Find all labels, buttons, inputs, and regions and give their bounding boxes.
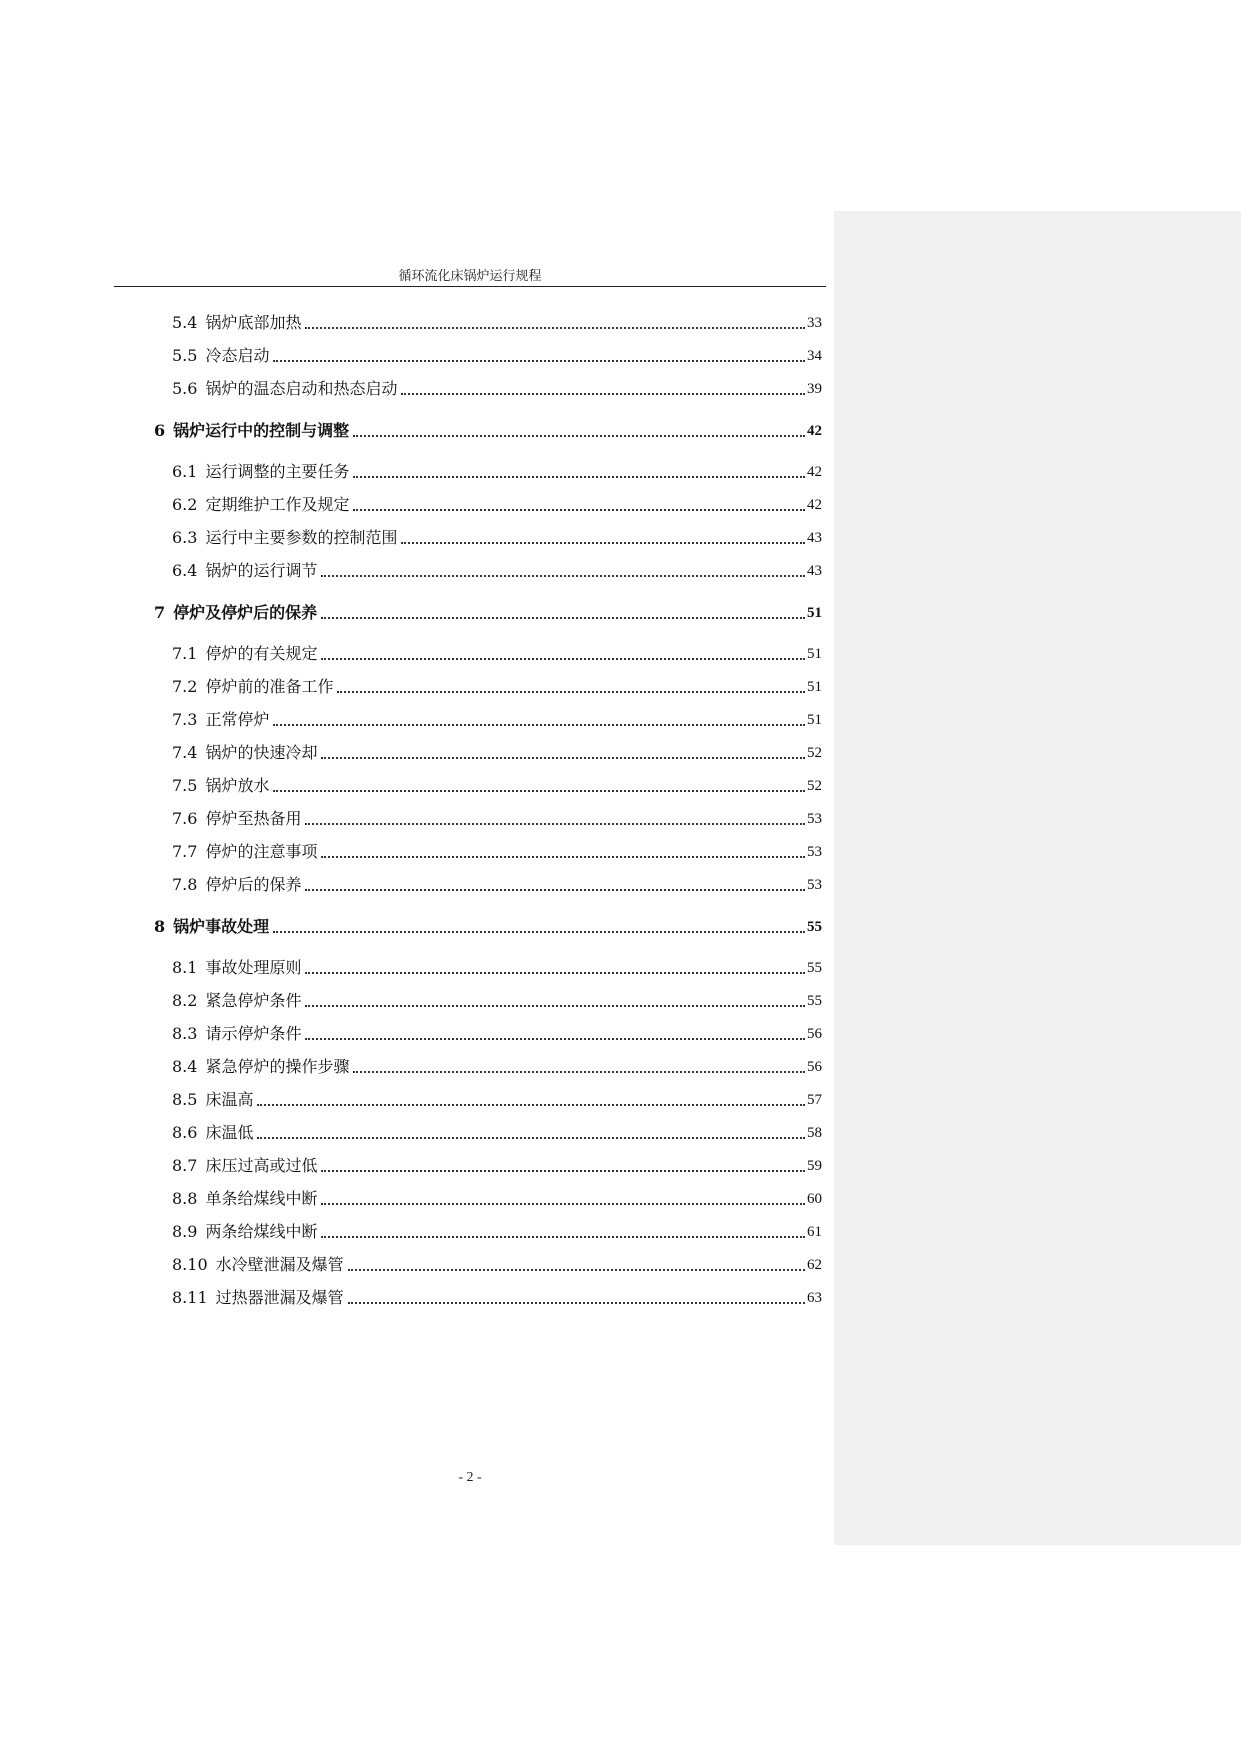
- toc-entry-title: 锅炉运行中的控制与调整: [173, 421, 350, 440]
- toc-entry-page: 42: [807, 497, 822, 513]
- toc-entry-page: 51: [807, 646, 822, 662]
- toc-entry-number: 8.4: [172, 1057, 198, 1076]
- dot-leader: [305, 972, 805, 974]
- toc-entry-number: 6.4: [172, 561, 198, 580]
- toc-entry-label: [172, 1189, 317, 1209]
- toc-section-entry[interactable]: [150, 1282, 822, 1308]
- toc-section-entry[interactable]: [150, 373, 822, 399]
- toc-section-entry[interactable]: [150, 456, 822, 482]
- toc-chapter-entry[interactable]: [150, 597, 822, 623]
- toc-entry-label: [172, 809, 301, 829]
- toc-entry-title: 停炉的注意事项: [205, 842, 318, 861]
- dot-leader: [321, 1170, 805, 1172]
- dot-leader: [273, 724, 805, 726]
- toc-entry-number: 7.4: [172, 743, 198, 762]
- toc-entry-page: 51: [807, 712, 822, 728]
- toc-entry-title: 正常停炉: [205, 710, 270, 729]
- dot-leader: [321, 658, 805, 660]
- toc-entry-page: 62: [807, 1257, 822, 1273]
- toc-entry-number: 7.6: [172, 809, 198, 828]
- toc-chapter-entry[interactable]: [150, 911, 822, 937]
- toc-section-entry[interactable]: [150, 1183, 822, 1209]
- toc-entry-label: [172, 875, 301, 895]
- toc-entry-page: 52: [807, 745, 822, 761]
- toc-entry-number: 8.9: [172, 1222, 198, 1241]
- toc-entry-number: 7: [154, 603, 166, 622]
- running-header-title: 循环流化床锅炉运行规程: [398, 269, 542, 284]
- toc-entry-number: 8.7: [172, 1156, 198, 1175]
- toc-entry-page: 43: [807, 530, 822, 546]
- toc-section-entry[interactable]: [150, 489, 822, 515]
- toc-entry-number: 7.5: [172, 776, 198, 795]
- toc-section-entry[interactable]: [150, 1018, 822, 1044]
- dot-leader: [305, 1038, 805, 1040]
- toc-entry-page: 60: [807, 1191, 822, 1207]
- toc-entry-label: [154, 603, 317, 623]
- toc-entry-title: 运行中主要参数的控制范围: [205, 528, 398, 547]
- toc-section-entry[interactable]: [150, 1084, 822, 1110]
- toc-section-entry[interactable]: [150, 1117, 822, 1143]
- toc-section-entry[interactable]: [150, 307, 822, 333]
- toc-entry-label: [172, 561, 317, 581]
- toc-entry-number: 7.1: [172, 644, 198, 663]
- toc-entry-number: 5.5: [172, 346, 198, 365]
- toc-entry-number: 6: [154, 421, 166, 440]
- dot-leader: [321, 856, 805, 858]
- toc-entry-title: 停炉前的准备工作: [205, 677, 334, 696]
- toc-section-entry[interactable]: [150, 985, 822, 1011]
- toc-entry-label: [172, 1123, 253, 1143]
- dot-leader: [321, 757, 805, 759]
- dot-leader: [321, 575, 805, 577]
- toc-entry-title: 锅炉底部加热: [205, 313, 302, 332]
- toc-entry-number: 6.3: [172, 528, 198, 547]
- toc-entry-title: 停炉的有关规定: [205, 644, 318, 663]
- toc-entry-page: 58: [807, 1125, 822, 1141]
- toc-entry-label: [172, 495, 349, 515]
- dot-leader: [257, 1104, 805, 1106]
- toc-entry-label: [172, 1156, 317, 1176]
- toc-entry-number: 8: [154, 917, 166, 936]
- toc-entry-number: 8.1: [172, 958, 198, 977]
- toc-entry-page: 63: [807, 1290, 822, 1306]
- toc-entry-title: 紧急停炉条件: [205, 991, 302, 1010]
- toc-section-entry[interactable]: [150, 704, 822, 730]
- dot-leader: [273, 360, 805, 362]
- toc-entry-label: [172, 313, 301, 333]
- toc-entry-page: 39: [807, 381, 822, 397]
- toc-entry-title: 锅炉的温态启动和热态启动: [205, 379, 398, 398]
- comment-pane: [834, 211, 1241, 1545]
- toc-entry-title: 床温高: [205, 1090, 254, 1109]
- toc-entry-label: [154, 917, 269, 937]
- toc-entry-page: 53: [807, 811, 822, 827]
- page-number: - 2 -: [458, 1470, 482, 1485]
- dot-leader: [348, 1269, 805, 1271]
- toc-entry-label: [154, 421, 349, 441]
- dot-leader: [353, 435, 805, 437]
- toc-entry-page: 55: [807, 993, 822, 1009]
- toc-section-entry[interactable]: [150, 555, 822, 581]
- toc-entry-number: 5.6: [172, 379, 198, 398]
- toc-entry-title: 停炉至热备用: [205, 809, 302, 828]
- toc-entry-title: 单条给煤线中断: [205, 1189, 318, 1208]
- toc-entry-title: 停炉后的保养: [205, 875, 302, 894]
- toc-entry-page: 56: [807, 1026, 822, 1042]
- toc-entry-page: 57: [807, 1092, 822, 1108]
- toc-entry-title: 两条给煤线中断: [205, 1222, 318, 1241]
- toc-entry-title: 过热器泄漏及爆管: [215, 1288, 344, 1307]
- toc-section-entry[interactable]: [150, 803, 822, 829]
- toc-entry-number: 8.5: [172, 1090, 198, 1109]
- toc-entry-label: [172, 1255, 344, 1275]
- toc-entry-label: [172, 346, 269, 366]
- toc-entry-page: 42: [807, 464, 822, 480]
- dot-leader: [257, 1137, 805, 1139]
- toc-entry-page: 61: [807, 1224, 822, 1240]
- toc-entry-title: 定期维护工作及规定: [205, 495, 350, 514]
- toc-entry-page: 53: [807, 844, 822, 860]
- dot-leader: [305, 889, 805, 891]
- toc-entry-page: 53: [807, 877, 822, 893]
- toc-entry-page: 56: [807, 1059, 822, 1075]
- dot-leader: [401, 393, 805, 395]
- toc-section-entry[interactable]: [150, 638, 822, 664]
- toc-entry-number: 7.2: [172, 677, 198, 696]
- dot-leader: [337, 691, 805, 693]
- toc-section-entry[interactable]: [150, 737, 822, 763]
- toc-section-entry[interactable]: [150, 1150, 822, 1176]
- toc-entry-label: [172, 528, 397, 548]
- toc-section-entry[interactable]: [150, 1249, 822, 1275]
- toc-entry-number: 7.8: [172, 875, 198, 894]
- dot-leader: [321, 617, 805, 619]
- toc-entry-label: [172, 462, 349, 482]
- toc-entry-label: [172, 644, 317, 664]
- toc-entry-title: 运行调整的主要任务: [205, 462, 350, 481]
- dot-leader: [353, 1071, 805, 1073]
- toc-section-entry[interactable]: [150, 1216, 822, 1242]
- header-rule: [114, 286, 826, 287]
- toc-entry-page: 42: [807, 423, 822, 439]
- toc-entry-page: 55: [807, 919, 822, 935]
- toc-entry-label: [172, 958, 301, 978]
- toc-entry-number: 8.11: [172, 1288, 208, 1307]
- toc-entry-label: [172, 991, 301, 1011]
- dot-leader: [353, 476, 805, 478]
- toc-entry-number: 6.1: [172, 462, 198, 481]
- toc-section-entry[interactable]: [150, 1051, 822, 1077]
- dot-leader: [273, 790, 805, 792]
- toc-entry-page: 43: [807, 563, 822, 579]
- toc-entry-page: 52: [807, 778, 822, 794]
- dot-leader: [273, 931, 805, 933]
- dot-leader: [353, 509, 805, 511]
- toc-entry-label: [172, 710, 269, 730]
- toc-entry-label: [172, 1222, 317, 1242]
- toc-entry-number: 8.10: [172, 1255, 208, 1274]
- toc-section-entry[interactable]: [150, 770, 822, 796]
- toc-entry-label: [172, 776, 269, 796]
- toc-entry-number: 8.3: [172, 1024, 198, 1043]
- dot-leader: [321, 1236, 805, 1238]
- toc-entry-title: 请示停炉条件: [205, 1024, 302, 1043]
- toc-entry-label: [172, 1288, 344, 1308]
- dot-leader: [348, 1302, 805, 1304]
- toc-entry-title: 锅炉的快速冷却: [205, 743, 318, 762]
- dot-leader: [305, 1005, 805, 1007]
- toc-entry-title: 锅炉事故处理: [173, 917, 270, 936]
- toc-entry-label: [172, 1057, 349, 1077]
- toc-entry-number: 8.8: [172, 1189, 198, 1208]
- toc-entry-page: 34: [807, 348, 822, 364]
- toc-section-entry[interactable]: [150, 522, 822, 548]
- toc-entry-title: 停炉及停炉后的保养: [173, 603, 318, 622]
- toc-entry-page: 59: [807, 1158, 822, 1174]
- toc-entry-title: 床压过高或过低: [205, 1156, 318, 1175]
- dot-leader: [305, 327, 805, 329]
- toc-entry-label: [172, 379, 397, 399]
- toc-entry-title: 锅炉的运行调节: [205, 561, 318, 580]
- toc-section-entry[interactable]: [150, 869, 822, 895]
- toc-entry-number: 8.6: [172, 1123, 198, 1142]
- toc-entry-label: [172, 677, 333, 697]
- toc-entry-title: 床温低: [205, 1123, 254, 1142]
- toc-chapter-entry[interactable]: [150, 415, 822, 441]
- toc-entry-number: 7.7: [172, 842, 198, 861]
- toc-entry-label: [172, 842, 317, 862]
- toc-section-entry[interactable]: [150, 836, 822, 862]
- toc-entry-title: 紧急停炉的操作步骤: [205, 1057, 350, 1076]
- toc-entry-number: 8.2: [172, 991, 198, 1010]
- toc-entry-label: [172, 1090, 253, 1110]
- toc-section-entry[interactable]: [150, 671, 822, 697]
- toc-entry-title: 水冷壁泄漏及爆管: [215, 1255, 344, 1274]
- toc-entry-page: 33: [807, 315, 822, 331]
- toc-entry-number: 5.4: [172, 313, 198, 332]
- toc-entry-label: [172, 1024, 301, 1044]
- dot-leader: [305, 823, 805, 825]
- toc-section-entry[interactable]: [150, 952, 822, 978]
- toc-section-entry[interactable]: [150, 340, 822, 366]
- toc-entry-title: 事故处理原则: [205, 958, 302, 977]
- toc-entry-label: [172, 743, 317, 763]
- toc-entry-number: 7.3: [172, 710, 198, 729]
- toc-entry-title: 锅炉放水: [205, 776, 270, 795]
- toc-entry-page: 55: [807, 960, 822, 976]
- toc-entry-page: 51: [807, 605, 822, 621]
- dot-leader: [321, 1203, 805, 1205]
- toc-entry-page: 51: [807, 679, 822, 695]
- toc-entry-title: 冷态启动: [205, 346, 270, 365]
- dot-leader: [401, 542, 805, 544]
- toc-entry-number: 6.2: [172, 495, 198, 514]
